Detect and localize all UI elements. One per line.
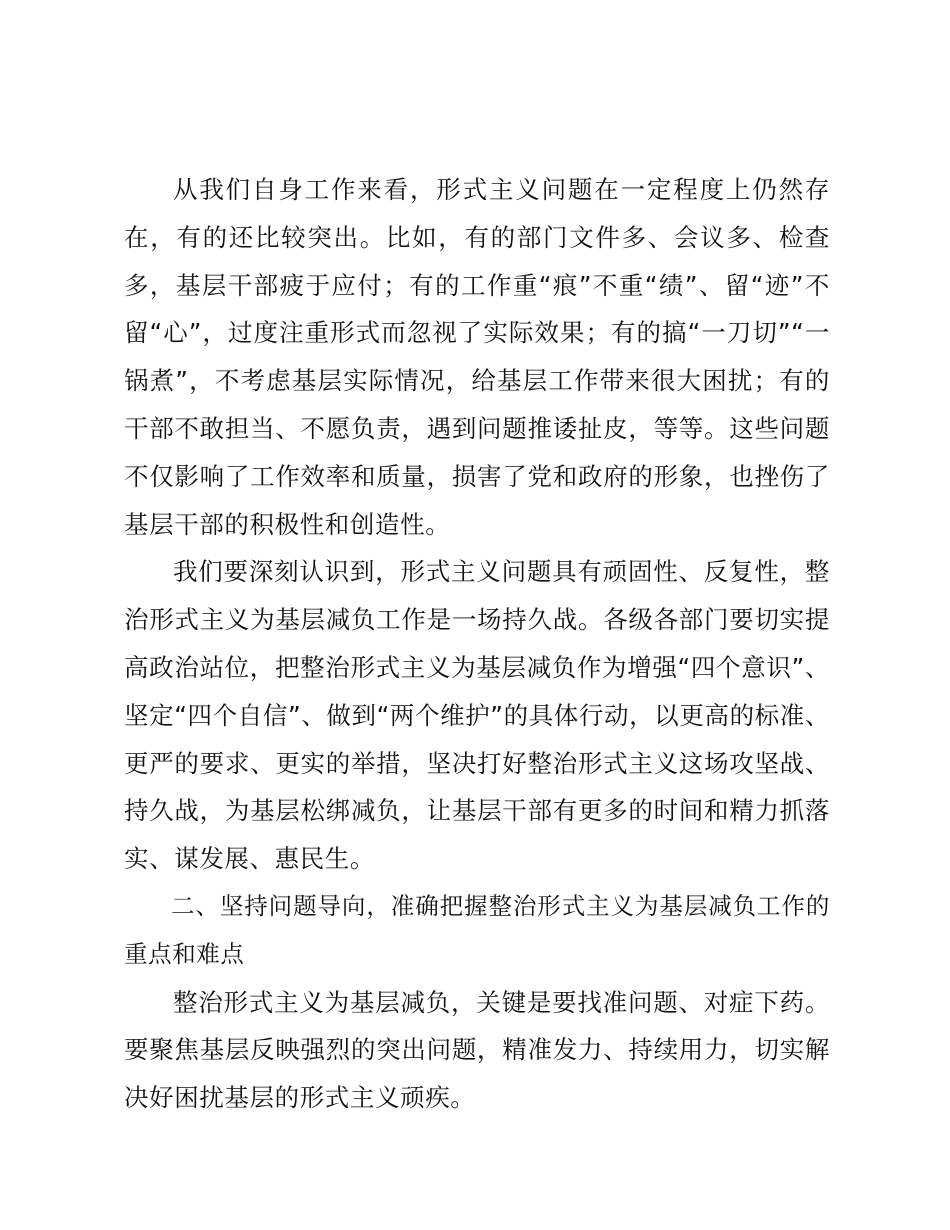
paragraph-key-issues: 整治形式主义为基层减负，关键是要找准问题、对症下药。要聚焦基层反映强烈的突出问题，精准发力、持续用力，切实解决好困扰基层的形式主义顽疾。: [124, 987, 830, 1113]
section-heading: 二、坚持问题导向，准确把握整治形式主义为基层减负工作的重点和难点: [124, 891, 830, 968]
paragraph-recognition: 我们要深刻认识到，形式主义问题具有顽固性、反复性，整治形式主义为基层减负工作是一场持久战。各级各部门要切实提高政治站位，把整治形式主义为基层减负作为增强“四个意识”、坚定“四个自信”、做到“两个维护”的具体行动，以更高的标准、更严的要求、更实的举措，坚决打好整治形式主义这场攻坚战、持久战，为基层松绑减负，让基层干部有更多的时间和精力抓落实、谋发展、惠民生。: [124, 557, 830, 874]
document-body: [124, 166, 830, 1122]
paragraph-self-assessment: 从我们自身工作来看，形式主义问题在一定程度上仍然存在，有的还比较突出。比如，有的部门文件多、会议多、检查多，基层干部疲于应付；有的工作重“痕”不重“绩”、留“迹”不留“心”，过度注重形式而忽视了实际效果；有的搞“一刀切”“一锅煮”，不考虑基层实际情况，给基层工作带来很大困扰；有的干部不敢担当、不愿负责，遇到问题推诿扯皮，等等。这些问题不仅影响了工作效率和质量，损害了党和政府的形象，也挫伤了基层干部的积极性和创造性。: [124, 175, 830, 539]
